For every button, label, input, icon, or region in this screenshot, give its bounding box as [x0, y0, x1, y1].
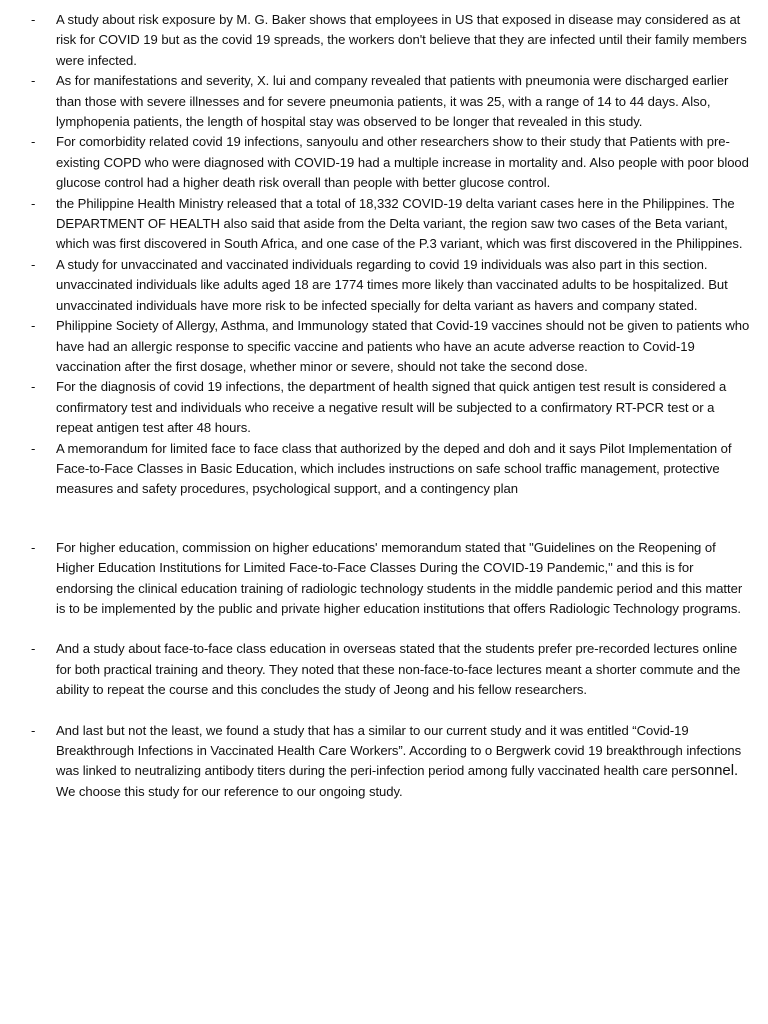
paragraph-text: Philippine Society of Allergy, Asthma, and Immunology stated that Covid-19 vaccines should not be given to patients who have had an allergic response to specific vaccine and patients who have an acute adverse reaction to Covid-19 vaccination after the first dosage, whether minor or severe, should not take the second dose.	[56, 318, 750, 374]
bullet-dash: -	[31, 73, 36, 89]
list-item	[0, 439, 768, 500]
paragraph-text: A study about risk exposure by M. G. Baker shows that employees in US that exposed in disease may considered as at risk for COVID 19 but as the covid 19 spreads, the workers don't believe that they are infected until their family members were infected.	[56, 12, 747, 68]
paragraph-text	[56, 723, 741, 799]
list-item	[0, 538, 768, 620]
bullet-dash: -	[31, 134, 36, 150]
bullet-dash: -	[31, 722, 36, 738]
bullet-dash: -	[31, 318, 36, 334]
paragraph-text: the Philippine Health Ministry released that a total of 18,332 COVID-19 delta variant cases here in the Philippines. The DEPARTMENT OF HEALTH also said that aside from the Delta variant, the region saw two cases of the Beta variant, which was first discovered in South Africa, and one case of the P.3 variant, which was first discovered in the Philippines.	[56, 195, 743, 252]
bullet-dash: -	[31, 641, 36, 657]
paragraph-text: And a study about face-to-face class education in overseas stated that the students prefer pre-recorded lectures online for both practical training and theory. They noted that these non-face-to-face lectures meant a shorter commute and the ability to repeat the course and this concludes the study of Jeong and his fellow researchers.	[56, 641, 741, 698]
paragraph-text-start: And last but not the least, we found a study that has a similar to our current study and it was entitled “Covid-19 Breakthrough Infections in Vaccinated Health Care Workers”. According to o Bergwerk covid 19 breakthrough infections was linked to neutralizing antibody titers during the peri-infection period among fully vaccinated health care per	[56, 722, 742, 779]
list-item	[0, 10, 768, 71]
paragraph-text-end: We choose this study for our reference to our ongoing study.	[56, 783, 403, 799]
list-item	[0, 639, 768, 700]
paragraph-text: As for manifestations and severity, X. lui and company revealed that patients with pneumonia were discharged earlier than those with severe illnesses and for severe pneumonia patients, it was 25, with a range of 14 to 44 days. Also, lymphopenia patients, the length of hospital stay was observed to be longer that revealed in this study.	[56, 73, 729, 130]
document-page	[0, 10, 768, 802]
emphasized-word: sonnel.	[690, 762, 739, 780]
paragraph-text: For higher education, commission on higher educations' memorandum stated that "Guidelines on the Reopening of Higher Education Institutions for Limited Face-to-Face Classes During the COVID-19 Pandemic," and this is for endorsing the clinical education training of radiologic technology students in the middle pandemic period and this matter is to be implemented by the public and private higher education institutions that offers Radiologic Technology programs.	[56, 539, 743, 616]
list-item	[0, 132, 768, 193]
paragraph-text: A memorandum for limited face to face class that authorized by the deped and doh and it says Pilot Implementation of Face-to-Face Classes in Basic Education, which includes instructions on safe school traffic management, protective measures and safety procedures, psychological support, and a contingency plan	[56, 440, 732, 497]
bullet-dash: -	[31, 12, 36, 27]
list-item	[0, 71, 768, 132]
paragraph-text: A study for unvaccinated and vaccinated individuals regarding to covid 19 individuals was also part in this section. unvaccinated individuals like adults aged 18 are 1774 times more likely than vaccinated adults to be hospitalized. But unvaccinated individuals have more risk to be infected specially for delta variant as havers and company stated.	[56, 256, 728, 313]
list-item	[0, 194, 768, 255]
list-item	[0, 721, 768, 803]
bullet-dash: -	[31, 440, 36, 456]
bullet-dash: -	[31, 256, 36, 272]
bullet-dash: -	[31, 379, 36, 395]
paragraph-text: For comorbidity related covid 19 infections, sanyoulu and other researchers show to their study that Patients with pre-existing COPD who were diagnosed with COVID-19 had a multiple increase in mortality and. Also people with poor blood glucose control had a higher death risk overall than people with better glucose control.	[56, 134, 749, 191]
bullet-dash: -	[31, 195, 36, 211]
paragraph-text: For the diagnosis of covid 19 infections, the department of health signed that quick antigen test result is considered a confirmatory test and individuals who receive a negative result will be subjected to a confirmatory RT-PCR test or a repeat antigen test after 48 hours.	[56, 379, 727, 436]
list-item	[0, 316, 768, 377]
list-item	[0, 377, 768, 438]
bullet-dash: -	[31, 539, 36, 555]
list-item	[0, 255, 768, 316]
